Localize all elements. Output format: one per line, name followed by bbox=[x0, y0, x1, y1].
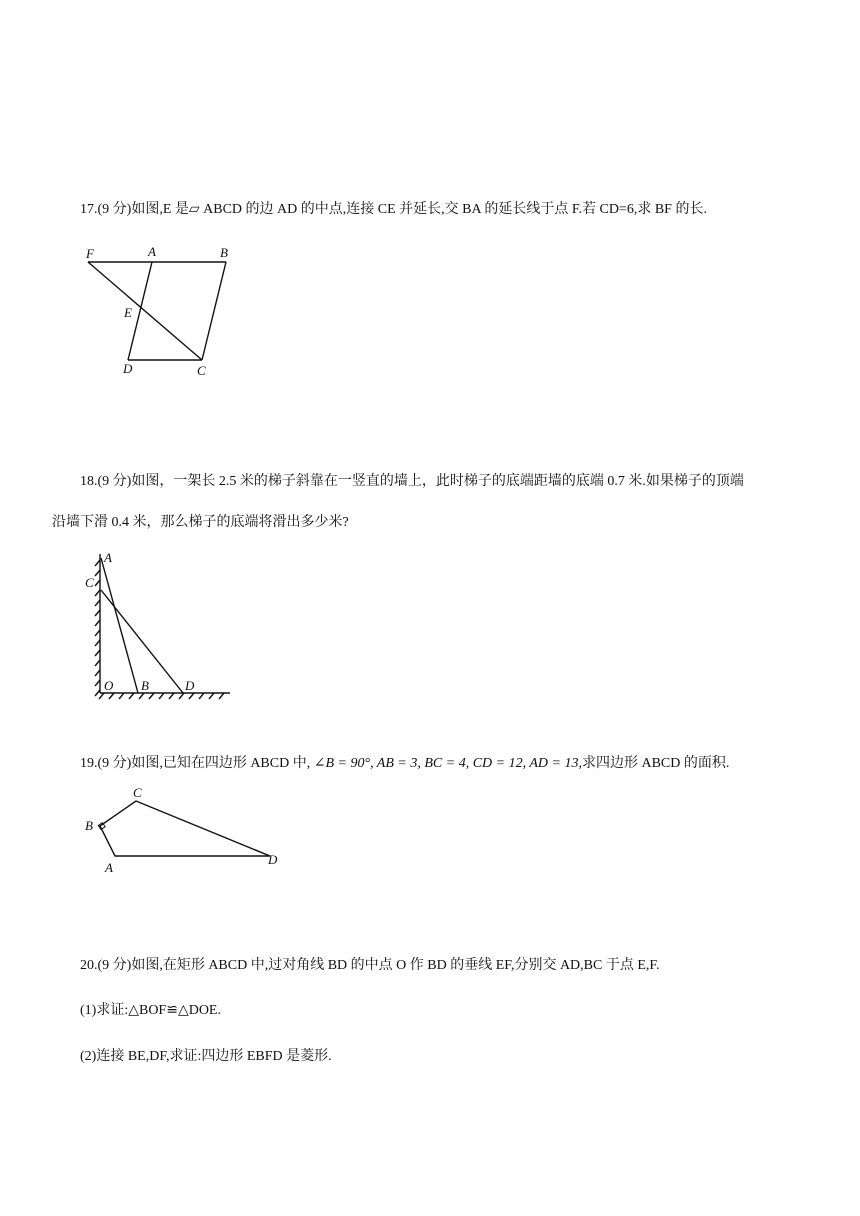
q19-prefix: 19.(9 分)如图,已知在四边形 ABCD 中, bbox=[80, 756, 314, 771]
q17-text: 17.(9 分)如图,E 是▱ ABCD 的边 AD 的中点,连接 CE 并延长,交 BA 的延长线于点 F.若 CD=6,求 BF 的长. bbox=[80, 202, 707, 217]
label-c: C bbox=[85, 575, 94, 590]
label-a: A bbox=[148, 244, 156, 259]
quadrilateral-abcd bbox=[100, 801, 270, 856]
label-b: B bbox=[141, 678, 149, 693]
q20-part1: (1)求证:△BOF≌△DOE. bbox=[80, 1003, 221, 1018]
label-o: O bbox=[104, 678, 114, 693]
q19-text bbox=[80, 755, 729, 773]
label-d: D bbox=[123, 361, 133, 376]
label-c: C bbox=[197, 363, 206, 378]
label-a: A bbox=[104, 550, 112, 565]
q18-ladder-figure bbox=[80, 548, 240, 708]
q18-line1: 18.(9 分)如图，一架长 2.5 米的梯子斜靠在一竖直的墙上，此时梯子的底端距墙的底端 0.7 米.如果梯子的顶端 bbox=[80, 474, 744, 489]
line-bc bbox=[202, 262, 226, 360]
label-b: B bbox=[220, 245, 228, 260]
q18-line2: 沿墙下滑 0.4 米，那么梯子的底端将滑出多少米? bbox=[52, 515, 349, 530]
q17-parallelogram-figure bbox=[80, 242, 240, 382]
q20-text: 20.(9 分)如图,在矩形 ABCD 中,过对角线 BD 的中点 O 作 BD 的垂线 EF,分别交 AD,BC 于点 E,F. bbox=[80, 958, 660, 973]
line-fc bbox=[88, 262, 202, 360]
q19-suffix: 求四边形 ABCD 的面积. bbox=[581, 756, 730, 771]
q20-part2: (2)连接 BE,DF,求证:四边形 EBFD 是菱形. bbox=[80, 1049, 332, 1064]
label-d: D bbox=[268, 852, 278, 867]
label-c: C bbox=[133, 785, 142, 800]
label-b: B bbox=[85, 818, 93, 833]
ladder-ab bbox=[101, 558, 138, 693]
label-a: A bbox=[105, 860, 113, 875]
q19-quadrilateral-figure bbox=[80, 784, 290, 879]
label-f: F bbox=[86, 246, 94, 261]
q19-math: ∠B = 90°, AB = 3, BC = 4, CD = 12, AD = 13, bbox=[313, 756, 582, 771]
label-e: E bbox=[124, 305, 132, 320]
label-d: D bbox=[185, 678, 195, 693]
